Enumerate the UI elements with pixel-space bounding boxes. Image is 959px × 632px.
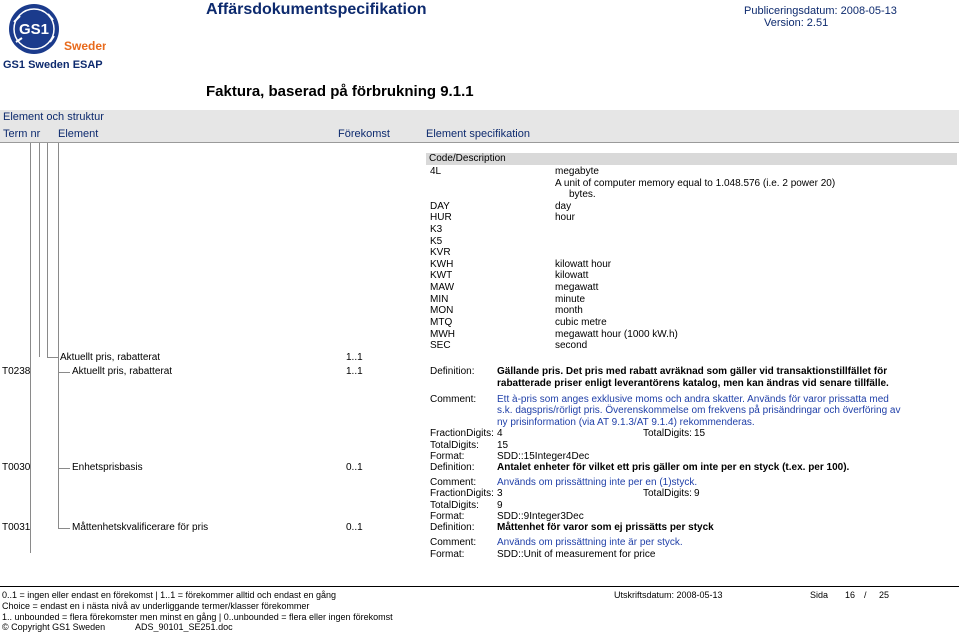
total-digits-label: TotalDigits: xyxy=(430,500,479,511)
definition-label: Definition: xyxy=(430,366,475,377)
column-header-bar xyxy=(0,126,959,142)
code-value: HUR xyxy=(430,212,452,223)
comment-text: Används om prissättning inte är per styck. xyxy=(497,537,683,548)
page-number: 16 xyxy=(845,590,856,600)
tree-line xyxy=(39,143,40,357)
code-description: kilowatt xyxy=(555,270,589,281)
page-title: Faktura, baserad på förbrukning 9.1.1 xyxy=(206,83,474,100)
code-value: KWH xyxy=(430,259,454,270)
format-label: Format: xyxy=(430,451,465,462)
tree-parent-label: Aktuellt pris, rabatterat xyxy=(60,352,161,363)
gs1-logo xyxy=(6,2,106,62)
column-element: Element xyxy=(58,128,99,140)
tree-line xyxy=(58,528,70,529)
document-title: Affärsdokumentspecifikation xyxy=(206,1,427,18)
tree-line xyxy=(58,143,59,528)
element-name: Aktuellt pris, rabatterat xyxy=(72,366,173,377)
logo-subtext: Sweden xyxy=(64,39,106,53)
tree-line xyxy=(58,372,70,373)
element-occurrence: 0..1 xyxy=(346,462,363,473)
print-date: Utskriftsdatum: 2008-05-13 xyxy=(614,590,723,600)
element-name: Enhetsprisbasis xyxy=(72,462,143,473)
comment-text: Används om prissättning inte per en (1)styck. xyxy=(497,477,698,488)
code-description: cubic metre xyxy=(555,317,607,328)
total-digits-label: TotalDigits: xyxy=(643,488,692,499)
definition-text: Gällande pris. Det pris med rabatt avräknad som gäller vid transaktionstillfället för xyxy=(497,366,888,377)
version-label: Version: 2.51 xyxy=(764,17,829,29)
code-value: K3 xyxy=(430,224,443,235)
comment-text: s.k. dagspris/rörligt pris. Överenskommelse om frekvens på prisändringar och överföring av xyxy=(497,405,901,416)
fraction-digits-label: FractionDigits: xyxy=(430,428,494,439)
code-description: second xyxy=(555,340,588,351)
structure-label: Element och struktur xyxy=(3,111,104,123)
footer-legend-line: 1.. unbounded = flera förekomster men minst en gång | 0..unbounded = flera eller ingen förekomst xyxy=(2,612,393,622)
code-value: MTQ xyxy=(430,317,453,328)
definition-label: Definition: xyxy=(430,462,475,473)
code-value: SEC xyxy=(430,340,451,351)
code-description: bytes. xyxy=(569,189,596,200)
code-value: KWT xyxy=(430,270,453,281)
comment-text: Ett à-pris som anges exklusive moms och andra skatter. Används för varor prissatta med xyxy=(497,394,889,405)
tree-line xyxy=(58,468,70,469)
format-label: Format: xyxy=(430,549,465,560)
code-value: KVR xyxy=(430,247,451,258)
footer-divider xyxy=(0,586,959,587)
comment-label: Comment: xyxy=(430,537,477,548)
element-occurrence: 0..1 xyxy=(346,522,363,533)
definition-text: rabatterade priser enligt leverantörens katalog, men kan ändras vid senare tillfälle. xyxy=(497,378,889,389)
code-value: MON xyxy=(430,305,454,316)
structure-bar xyxy=(0,110,959,126)
code-value: MAW xyxy=(430,282,455,293)
tree-line xyxy=(30,143,31,553)
total-digits-label: TotalDigits: xyxy=(643,428,692,439)
code-value: MIN xyxy=(430,294,449,305)
term-number: T0238 xyxy=(2,366,31,377)
element-occurrence: 1..1 xyxy=(346,366,363,377)
fraction-digits-label: FractionDigits: xyxy=(430,488,494,499)
page-label: Sida xyxy=(810,590,829,600)
column-specification: Element specifikation xyxy=(426,128,530,140)
comment-label: Comment: xyxy=(430,477,477,488)
column-occurrence: Förekomst xyxy=(338,128,390,140)
code-description: megabyte xyxy=(555,166,599,177)
page-total: 25 xyxy=(879,590,890,600)
tree-parent-occurrence: 1..1 xyxy=(346,352,363,363)
total-digits-value: 9 xyxy=(694,488,700,499)
logo-text: GS1 xyxy=(18,21,50,38)
code-description: minute xyxy=(555,294,586,305)
footer-copyright: © Copyright GS1 Sweden xyxy=(2,622,106,632)
footer-document-name: ADS_90101_SE251.doc xyxy=(135,622,233,632)
format-value: SDD::Unit of measurement for price xyxy=(497,549,656,560)
format-value: SDD::9Integer3Dec xyxy=(497,511,584,522)
organization-name: GS1 Sweden ESAP xyxy=(3,59,103,71)
code-value: DAY xyxy=(430,201,450,212)
footer-legend-line: 0..1 = ingen eller endast en förekomst | 1..1 = förekommer alltid och endast en gång xyxy=(2,590,337,600)
code-list-header: Code/Description xyxy=(426,153,957,165)
code-description: day xyxy=(555,201,572,212)
code-description: megawatt hour (1000 kW.h) xyxy=(555,329,678,340)
comment-text: ny prisinformation (via AT 9.1.3/AT 9.1.4) rekommenderas. xyxy=(497,417,755,428)
format-label: Format: xyxy=(430,511,465,522)
definition-text: Måttenhet för varor som ej prissätts per styck xyxy=(497,522,714,533)
page-separator: / xyxy=(864,590,867,600)
total-digits-value: 15 xyxy=(497,440,509,451)
format-value: SDD::15Integer4Dec xyxy=(497,451,590,462)
definition-label: Definition: xyxy=(430,522,475,533)
element-name: Måttenhetskvalificerare för pris xyxy=(72,522,209,533)
comment-label: Comment: xyxy=(430,394,477,405)
footer-legend-line: Choice = endast en i nästa nivå av underliggande termer/klasser förekommer xyxy=(2,601,310,611)
code-value: MWH xyxy=(430,329,455,340)
definition-text: Antalet enheter för vilket ett pris gäller om inte per en styck (t.ex. per 100). xyxy=(497,462,850,473)
tree-line xyxy=(47,143,48,357)
tree-line xyxy=(47,357,59,358)
fraction-digits-value: 3 xyxy=(497,488,503,499)
total-digits-label: TotalDigits: xyxy=(430,440,479,451)
total-digits-value: 9 xyxy=(497,500,503,511)
code-description: hour xyxy=(555,212,576,223)
code-description: A unit of computer memory equal to 1.048.576 (i.e. 2 power 20) xyxy=(555,178,836,189)
term-number: T0031 xyxy=(2,522,31,533)
code-value: K5 xyxy=(430,236,443,247)
total-digits-value: 15 xyxy=(694,428,706,439)
column-term: Term nr xyxy=(3,128,41,140)
code-description: kilowatt hour xyxy=(555,259,612,270)
code-description: month xyxy=(555,305,583,316)
code-description: megawatt xyxy=(555,282,599,293)
code-value: 4L xyxy=(430,166,442,177)
header-divider xyxy=(0,142,959,143)
term-number: T0030 xyxy=(2,462,31,473)
fraction-digits-value: 4 xyxy=(497,428,503,439)
publication-date: Publiceringsdatum: 2008-05-13 xyxy=(744,5,897,17)
